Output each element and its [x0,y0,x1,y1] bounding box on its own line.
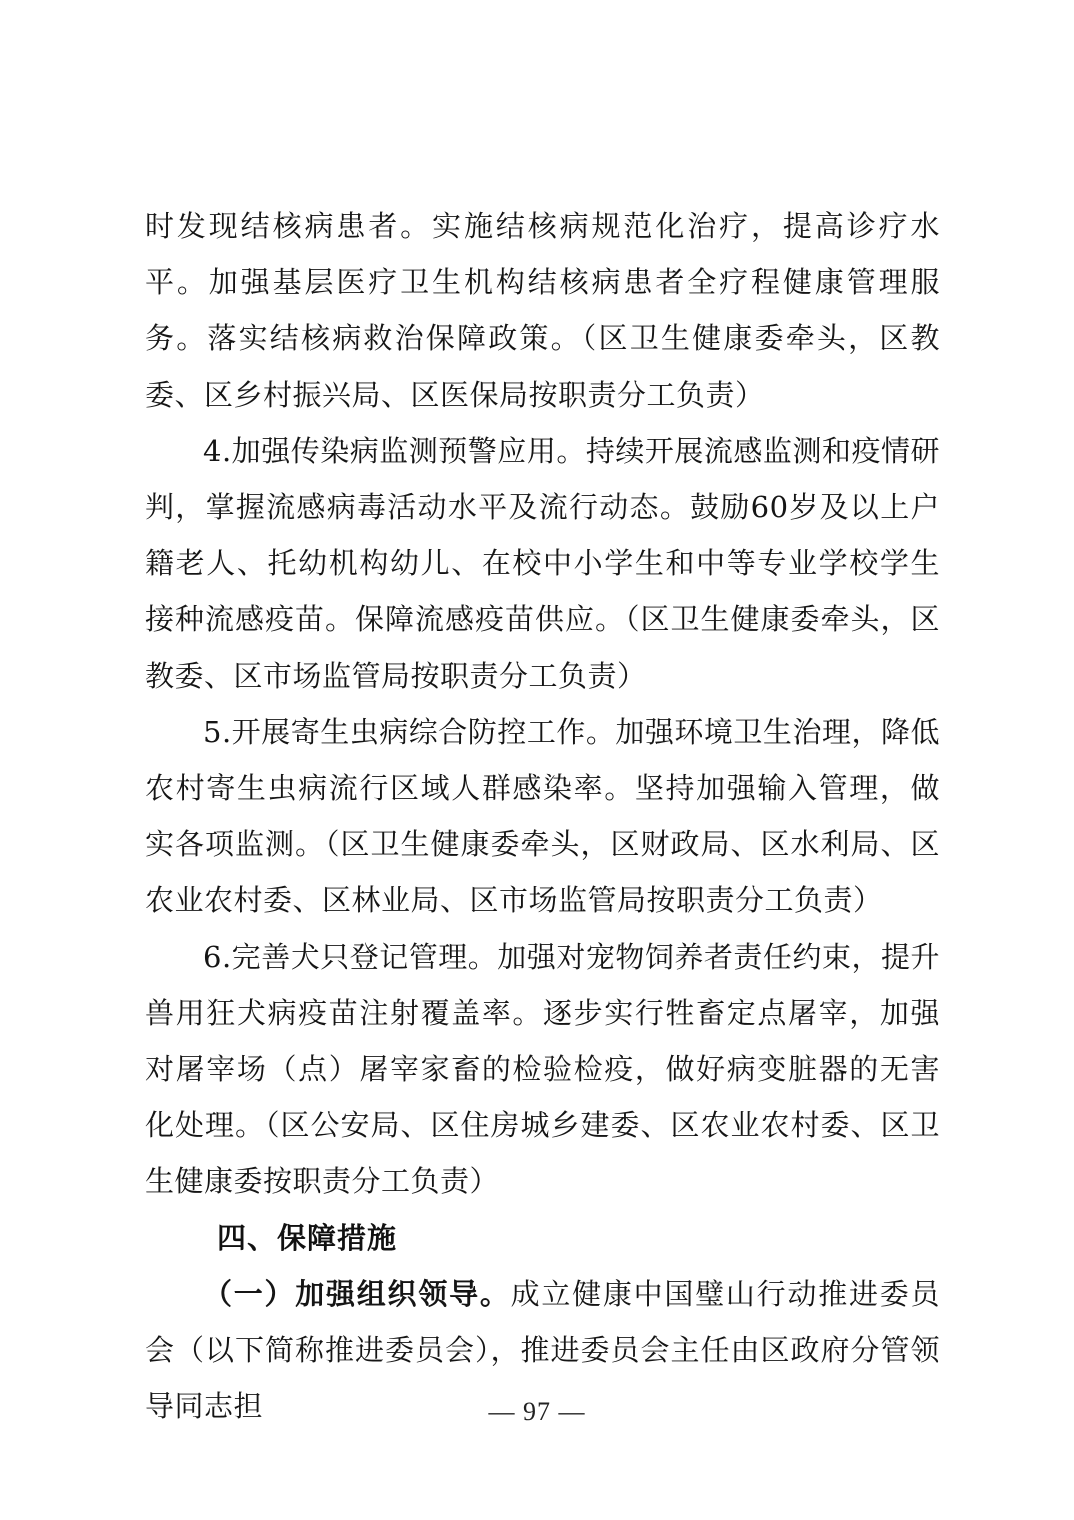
page-body [145,198,940,1434]
paragraph-tuberculosis: 时发现结核病患者。实施结核病规范化治疗，提高诊疗水平。加强基层医疗卫生机构结核病患者全疗程健康管理服务。落实结核病救治保障政策。（区卫生健康委牵头，区教委、区乡村振兴局、区医保局按职责分工负责） [145,209,940,412]
paragraph-infectious-disease-monitoring: 4.加强传染病监测预警应用。持续开展流感监测和疫情研判，掌握流感病毒活动水平及流行动态。鼓励60岁及以上户籍老人、托幼机构幼儿、在校中小学生和中等专业学校学生接种流感疫苗。保障流感疫苗供应。（区卫生健康委牵头，区教委、区市场监管局按职责分工负责） [145,433,940,693]
page-number: — 97 — [488,1397,586,1426]
section-heading: 四、保障措施 [217,1220,398,1255]
paragraph-lead: （一）加强组织领导。 [203,1276,511,1311]
paragraph-parasitic-disease-control: 5.开展寄生虫病综合防控工作。加强环境卫生治理，降低农村寄生虫病流行区域人群感染率。坚持加强输入管理，做实各项监测。（区卫生健康委牵头，区财政局、区水利局、区农业农村委、区林业局、区市场监管局按职责分工负责） [145,714,940,918]
paragraph-body: 成立健康中国璧山行动推进委员会（以下简称推进委员会），推进委员会主任由区政府分管领导同志担 [145,1276,940,1424]
paragraph-dog-registration: 6.完善犬只登记管理。加强对宠物饲养者责任约束，提升兽用狂犬病疫苗注射覆盖率。逐步实行牲畜定点屠宰，加强对屠宰场（点）屠宰家畜的检验检疫，做好病变脏器的无害化处理。（区公安局、区住房城乡建委、区农业农村委、区卫生健康委按职责分工负责） [145,939,940,1199]
